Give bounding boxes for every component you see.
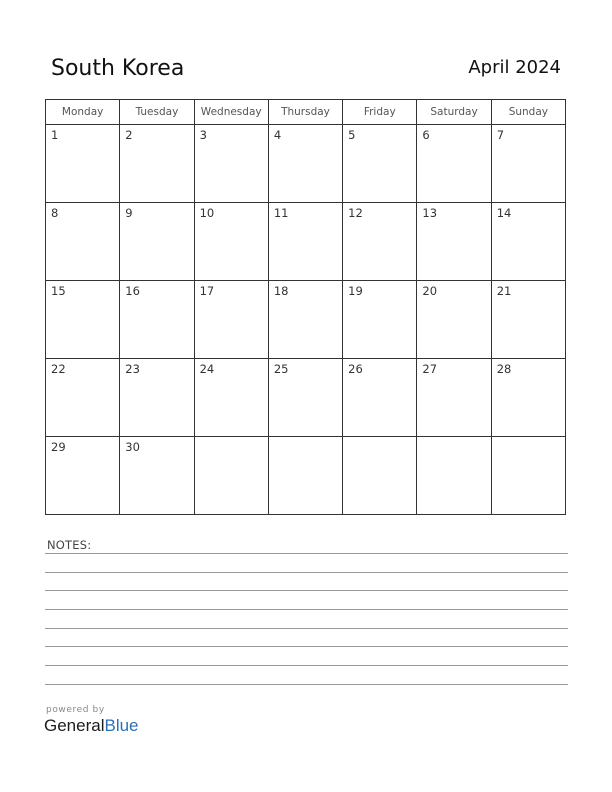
day-number: 10 — [199, 206, 215, 220]
generalblue-logo — [44, 716, 139, 736]
weekday-thursday: Thursday — [268, 100, 342, 125]
day-number — [343, 437, 416, 440]
day-cell — [268, 125, 342, 203]
day-number: 30 — [125, 440, 140, 454]
day-number: 8 — [51, 206, 59, 220]
day-number: 21 — [496, 284, 512, 298]
day-number: 7 — [496, 128, 505, 142]
day-number: 24 — [199, 362, 215, 376]
day-cell — [417, 437, 491, 515]
day-cell — [194, 359, 268, 437]
day-number: 16 — [125, 284, 140, 298]
notes-label: NOTES: — [47, 538, 92, 552]
day-cell — [194, 281, 268, 359]
day-number: 28 — [496, 362, 512, 376]
day-number: 25 — [273, 362, 289, 376]
day-number: 15 — [51, 284, 66, 298]
note-line — [45, 572, 568, 573]
day-cell — [120, 437, 194, 515]
day-number: 29 — [51, 440, 66, 454]
day-number: 5 — [348, 128, 356, 142]
week-row — [46, 437, 566, 515]
day-number: 12 — [348, 206, 363, 220]
day-number: 6 — [422, 128, 430, 142]
day-number: 23 — [125, 362, 140, 376]
day-number: 3 — [199, 128, 207, 142]
country-title: South Korea — [51, 56, 185, 81]
week-row — [46, 125, 566, 203]
day-number: 9 — [125, 206, 133, 220]
day-number — [195, 437, 268, 440]
day-cell — [343, 437, 417, 515]
note-line — [45, 684, 568, 685]
day-cell — [343, 203, 417, 281]
day-number: 19 — [348, 284, 363, 298]
day-cell — [417, 281, 491, 359]
calendar-grid — [45, 99, 566, 515]
day-cell — [46, 281, 120, 359]
day-number — [492, 437, 565, 440]
day-cell — [194, 437, 268, 515]
powered-by-text: powered by — [46, 705, 105, 715]
day-number: 13 — [422, 206, 438, 220]
day-number: 26 — [348, 362, 363, 376]
note-line — [45, 628, 568, 629]
note-line — [45, 553, 568, 554]
note-line — [45, 609, 568, 610]
day-cell — [268, 203, 342, 281]
day-cell — [46, 437, 120, 515]
day-cell — [268, 437, 342, 515]
weekday-monday: Monday — [46, 100, 120, 125]
day-number: 4 — [273, 128, 282, 142]
day-cell — [268, 359, 342, 437]
day-cell — [120, 281, 194, 359]
day-cell — [343, 281, 417, 359]
day-cell — [491, 359, 565, 437]
day-number: 11 — [273, 206, 289, 220]
weekday-header-row — [46, 100, 566, 125]
day-number: 2 — [125, 128, 133, 142]
day-cell — [194, 203, 268, 281]
note-line — [45, 665, 568, 666]
week-row — [46, 203, 566, 281]
weekday-sunday: Sunday — [491, 100, 565, 125]
day-cell — [268, 281, 342, 359]
day-cell — [417, 359, 491, 437]
day-cell — [194, 125, 268, 203]
day-number: 27 — [422, 362, 438, 376]
day-number — [417, 437, 490, 440]
day-cell — [120, 125, 194, 203]
day-cell — [343, 359, 417, 437]
weekday-saturday: Saturday — [417, 100, 491, 125]
note-line — [45, 590, 568, 591]
day-cell — [120, 203, 194, 281]
week-row — [46, 359, 566, 437]
day-number: 22 — [51, 362, 66, 376]
day-cell — [417, 203, 491, 281]
day-cell — [491, 437, 565, 515]
week-row — [46, 281, 566, 359]
day-cell — [343, 125, 417, 203]
day-cell — [46, 125, 120, 203]
day-cell — [491, 281, 565, 359]
day-number: 14 — [496, 206, 512, 220]
weekday-friday: Friday — [343, 100, 417, 125]
day-cell — [46, 203, 120, 281]
day-cell — [46, 359, 120, 437]
day-number — [269, 437, 342, 440]
day-number: 17 — [199, 284, 215, 298]
weekday-wednesday: Wednesday — [194, 100, 268, 125]
day-number: 18 — [273, 284, 289, 298]
brand-general: General — [44, 716, 105, 735]
day-cell — [491, 125, 565, 203]
weekday-tuesday: Tuesday — [120, 100, 194, 125]
day-cell — [417, 125, 491, 203]
brand-blue: Blue — [104, 716, 139, 735]
day-cell — [120, 359, 194, 437]
day-cell — [491, 203, 565, 281]
day-number: 1 — [51, 128, 59, 142]
note-line — [45, 646, 568, 647]
month-year-title: April 2024 — [468, 57, 561, 78]
day-number: 20 — [422, 284, 438, 298]
